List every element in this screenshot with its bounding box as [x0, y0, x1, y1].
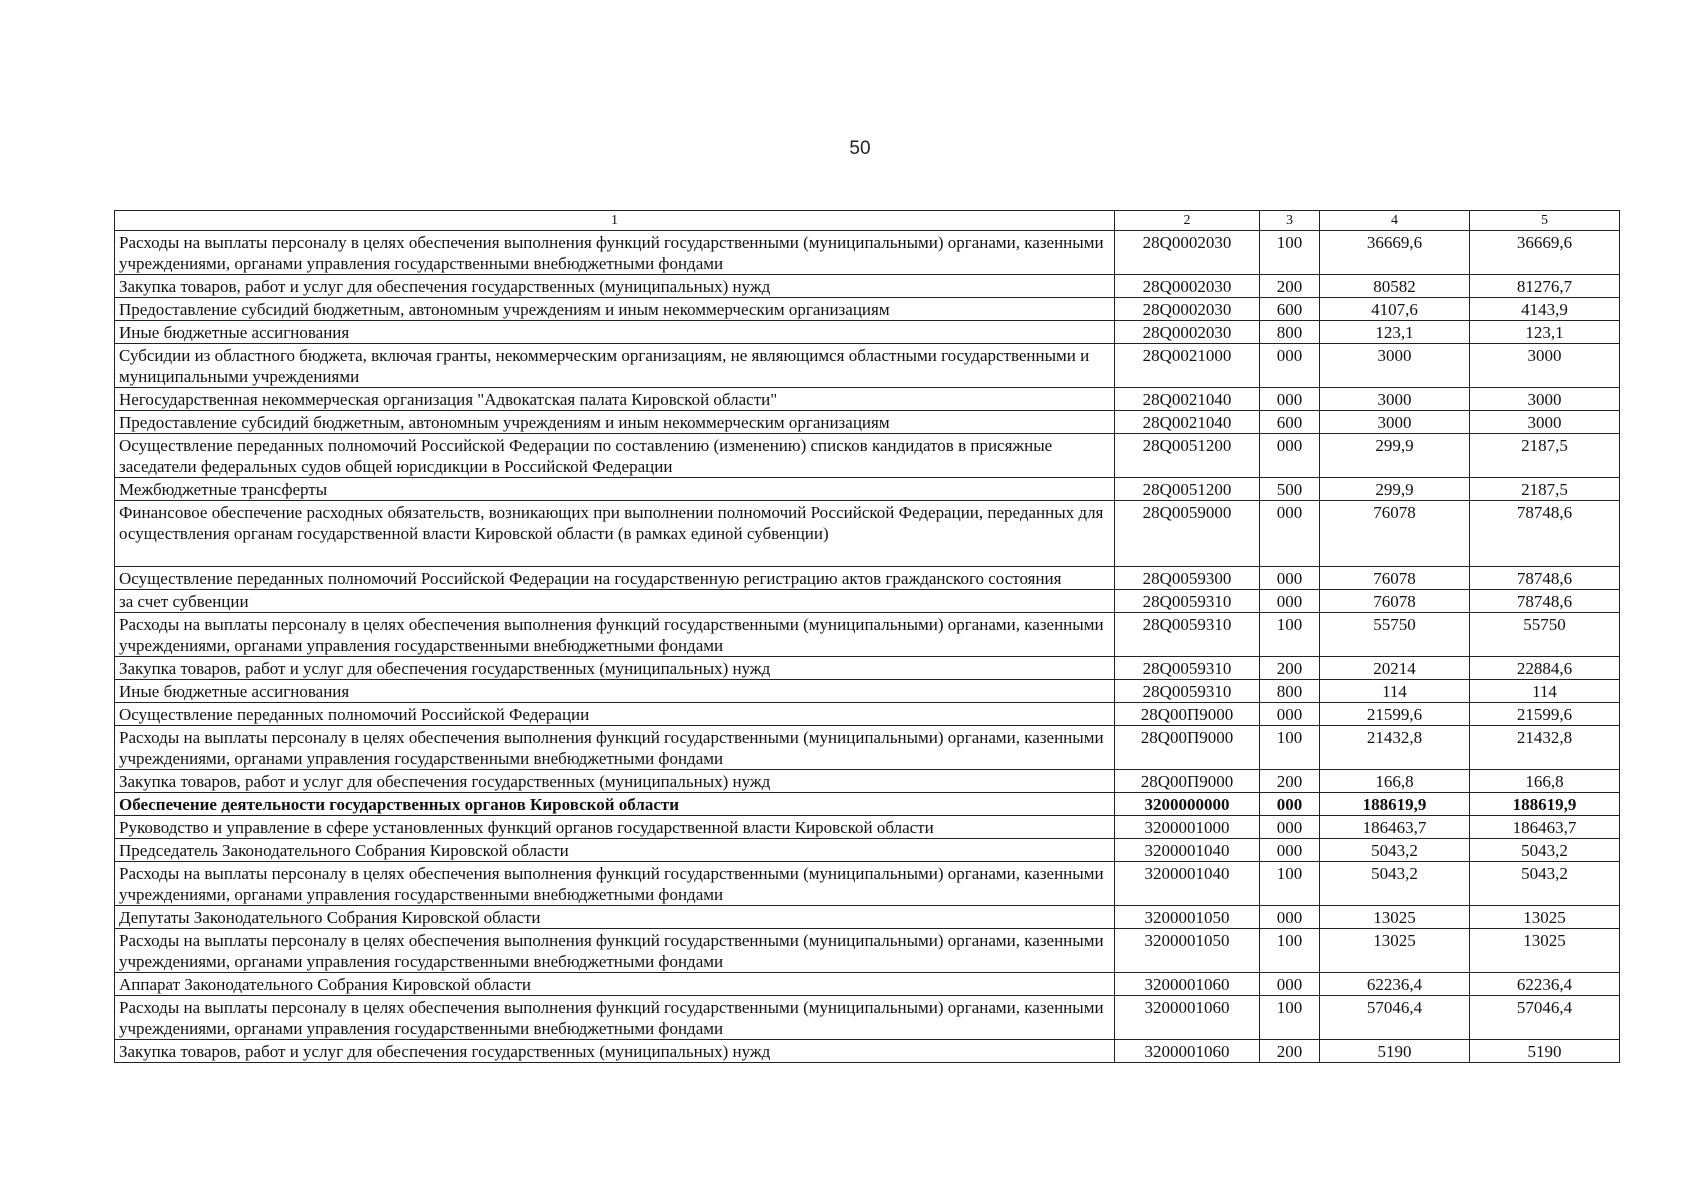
row-expense-type: 100 [1260, 929, 1320, 973]
row-expense-type: 800 [1260, 680, 1320, 703]
table-row [115, 703, 1620, 726]
row-expense-type: 000 [1260, 590, 1320, 613]
row-target-code: 3200001040 [1115, 839, 1260, 862]
row-amount-col4: 5043,2 [1320, 862, 1470, 906]
row-amount-col4: 76078 [1320, 567, 1470, 590]
table-row [115, 590, 1620, 613]
row-amount-col5: 21432,8 [1470, 726, 1620, 770]
row-expense-type: 000 [1260, 973, 1320, 996]
row-expense-type: 000 [1260, 793, 1320, 816]
row-target-code: 28Q0002030 [1115, 275, 1260, 298]
row-amount-col5: 114 [1470, 680, 1620, 703]
row-amount-col5: 166,8 [1470, 770, 1620, 793]
table-row [115, 275, 1620, 298]
table-row [115, 344, 1620, 388]
row-expense-type: 600 [1260, 298, 1320, 321]
row-description: за счет субвенции [115, 590, 1115, 613]
header-col-2: 2 [1115, 211, 1260, 231]
table-row [115, 388, 1620, 411]
row-amount-col4: 4107,6 [1320, 298, 1470, 321]
table-row [115, 501, 1620, 545]
row-description: Закупка товаров, работ и услуг для обеспечения государственных (муниципальных) нужд [115, 275, 1115, 298]
row-amount-col5: 22884,6 [1470, 657, 1620, 680]
header-col-1: 1 [115, 211, 1115, 231]
row-description: Обеспечение деятельности государственных органов Кировской области [115, 793, 1115, 816]
row-amount-col5: 5043,2 [1470, 862, 1620, 906]
row-spacer [115, 544, 1620, 567]
row-target-code: 3200001040 [1115, 862, 1260, 906]
row-expense-type: 100 [1260, 231, 1320, 275]
table-row [115, 726, 1620, 770]
row-description: Закупка товаров, работ и услуг для обеспечения государственных (муниципальных) нужд [115, 1040, 1115, 1063]
row-target-code: 3200001060 [1115, 1040, 1260, 1063]
row-target-code: 28Q0021040 [1115, 388, 1260, 411]
row-amount-col4: 21599,6 [1320, 703, 1470, 726]
row-amount-col4: 21432,8 [1320, 726, 1470, 770]
table-row [115, 770, 1620, 793]
row-expense-type: 800 [1260, 321, 1320, 344]
table-row [115, 862, 1620, 906]
row-amount-col4: 3000 [1320, 411, 1470, 434]
row-amount-col5: 123,1 [1470, 321, 1620, 344]
table-row [115, 839, 1620, 862]
row-amount-col4: 20214 [1320, 657, 1470, 680]
row-amount-col5: 57046,4 [1470, 996, 1620, 1040]
row-expense-type: 000 [1260, 388, 1320, 411]
row-amount-col5: 78748,6 [1470, 567, 1620, 590]
row-description: Субсидии из областного бюджета, включая гранты, некоммерческим организациям, не являющимся областными государственными и муниципальными учреждениями [115, 344, 1115, 388]
row-description: Председатель Законодательного Собрания Кировской области [115, 839, 1115, 862]
row-expense-type: 000 [1260, 434, 1320, 478]
row-amount-col4: 62236,4 [1320, 973, 1470, 996]
row-target-code: 3200001050 [1115, 906, 1260, 929]
row-expense-type: 100 [1260, 726, 1320, 770]
row-description: Предоставление субсидий бюджетным, автономным учреждениям и иным некоммерческим организациям [115, 298, 1115, 321]
row-amount-col5: 21599,6 [1470, 703, 1620, 726]
row-amount-col5: 13025 [1470, 929, 1620, 973]
table-row [115, 929, 1620, 973]
row-amount-col4: 80582 [1320, 275, 1470, 298]
row-expense-type: 200 [1260, 770, 1320, 793]
row-amount-col5: 55750 [1470, 613, 1620, 657]
table-row [115, 478, 1620, 501]
budget-table [114, 210, 1620, 1063]
row-target-code: 28Q0021000 [1115, 344, 1260, 388]
row-amount-col4: 114 [1320, 680, 1470, 703]
row-description: Расходы на выплаты персоналу в целях обеспечения выполнения функций государственными (муниципальными) органами, казенными учреждениями, органами управления государственными внебюджетными фондами [115, 231, 1115, 275]
header-row [115, 211, 1620, 231]
row-amount-col4: 3000 [1320, 344, 1470, 388]
page-number: 50 [849, 138, 871, 159]
row-amount-col5: 13025 [1470, 906, 1620, 929]
row-expense-type: 500 [1260, 478, 1320, 501]
header-col-5: 5 [1470, 211, 1620, 231]
table-row [115, 567, 1620, 590]
row-target-code: 28Q0021040 [1115, 411, 1260, 434]
row-amount-col4: 5190 [1320, 1040, 1470, 1063]
row-expense-type: 200 [1260, 275, 1320, 298]
row-amount-col5: 2187,5 [1470, 434, 1620, 478]
row-amount-col5: 62236,4 [1470, 973, 1620, 996]
table-row [115, 906, 1620, 929]
table-row [115, 793, 1620, 816]
row-description: Межбюджетные трансферты [115, 478, 1115, 501]
row-description: Иные бюджетные ассигнования [115, 321, 1115, 344]
row-expense-type: 100 [1260, 996, 1320, 1040]
row-amount-col4: 36669,6 [1320, 231, 1470, 275]
row-target-code: 28Q00П9000 [1115, 726, 1260, 770]
row-expense-type: 600 [1260, 411, 1320, 434]
row-amount-col4: 76078 [1320, 590, 1470, 613]
row-amount-col4: 13025 [1320, 906, 1470, 929]
table-row [115, 973, 1620, 996]
table-header [115, 211, 1620, 231]
row-amount-col4: 299,9 [1320, 434, 1470, 478]
row-amount-col4: 13025 [1320, 929, 1470, 973]
row-amount-col4: 188619,9 [1320, 793, 1470, 816]
row-target-code: 28Q0002030 [1115, 298, 1260, 321]
table-row [115, 411, 1620, 434]
table-row [115, 321, 1620, 344]
row-target-code: 28Q0059310 [1115, 657, 1260, 680]
row-target-code: 28Q0051200 [1115, 478, 1260, 501]
table-row [115, 1040, 1620, 1063]
row-target-code: 3200000000 [1115, 793, 1260, 816]
row-expense-type: 000 [1260, 703, 1320, 726]
row-expense-type: 200 [1260, 657, 1320, 680]
row-description: Осуществление переданных полномочий Российской Федерации по составлению (изменению) списков кандидатов в присяжные заседатели федеральных судов общей юрисдикции в Российской Федерации [115, 434, 1115, 478]
row-target-code: 3200001000 [1115, 816, 1260, 839]
row-amount-col4: 55750 [1320, 613, 1470, 657]
row-description: Закупка товаров, работ и услуг для обеспечения государственных (муниципальных) нужд [115, 657, 1115, 680]
table-row [115, 996, 1620, 1040]
row-amount-col5: 3000 [1470, 411, 1620, 434]
row-target-code: 28Q0002030 [1115, 321, 1260, 344]
row-target-code: 3200001050 [1115, 929, 1260, 973]
row-amount-col4: 76078 [1320, 501, 1470, 545]
row-amount-col4: 166,8 [1320, 770, 1470, 793]
row-amount-col4: 299,9 [1320, 478, 1470, 501]
row-description: Негосударственная некоммерческая организация "Адвокатская палата Кировской области" [115, 388, 1115, 411]
row-description: Аппарат Законодательного Собрания Кировской области [115, 973, 1115, 996]
row-amount-col5: 78748,6 [1470, 590, 1620, 613]
header-col-3: 3 [1260, 211, 1320, 231]
row-description: Расходы на выплаты персоналу в целях обеспечения выполнения функций государственными (муниципальными) органами, казенными учреждениями, органами управления государственными внебюджетными фондами [115, 929, 1115, 973]
row-target-code: 28Q0059300 [1115, 567, 1260, 590]
row-description: Осуществление переданных полномочий Российской Федерации на государственную регистрацию актов гражданского состояния [115, 567, 1115, 590]
row-target-code: 3200001060 [1115, 996, 1260, 1040]
row-expense-type: 000 [1260, 816, 1320, 839]
row-description: Расходы на выплаты персоналу в целях обеспечения выполнения функций государственными (муниципальными) органами, казенными учреждениями, органами управления государственными внебюджетными фондами [115, 862, 1115, 906]
row-expense-type: 000 [1260, 839, 1320, 862]
row-target-code: 28Q0051200 [1115, 434, 1260, 478]
row-expense-type: 100 [1260, 613, 1320, 657]
row-description: Финансовое обеспечение расходных обязательств, возникающих при выполнении полномочий Российской Федерации, переданных для осуществления органам государственной власти Кировской области (в рамках единой субвенции) [115, 501, 1115, 545]
row-description: Расходы на выплаты персоналу в целях обеспечения выполнения функций государственными (муниципальными) органами, казенными учреждениями, органами управления государственными внебюджетными фондами [115, 613, 1115, 657]
row-amount-col4: 5043,2 [1320, 839, 1470, 862]
row-description: Руководство и управление в сфере установленных функций органов государственной власти Кировской области [115, 816, 1115, 839]
row-expense-type: 000 [1260, 501, 1320, 545]
table-row [115, 231, 1620, 275]
table-row [115, 657, 1620, 680]
row-target-code: 28Q0002030 [1115, 231, 1260, 275]
row-expense-type: 000 [1260, 906, 1320, 929]
row-target-code: 28Q00П9000 [1115, 770, 1260, 793]
row-amount-col5: 186463,7 [1470, 816, 1620, 839]
row-target-code: 28Q0059310 [1115, 613, 1260, 657]
row-target-code: 3200001060 [1115, 973, 1260, 996]
row-amount-col4: 57046,4 [1320, 996, 1470, 1040]
row-amount-col4: 186463,7 [1320, 816, 1470, 839]
row-amount-col5: 36669,6 [1470, 231, 1620, 275]
row-amount-col5: 2187,5 [1470, 478, 1620, 501]
row-amount-col5: 5043,2 [1470, 839, 1620, 862]
row-target-code: 28Q00П9000 [1115, 703, 1260, 726]
row-amount-col4: 3000 [1320, 388, 1470, 411]
table-row [115, 613, 1620, 657]
row-target-code: 28Q0059310 [1115, 680, 1260, 703]
row-amount-col5: 3000 [1470, 388, 1620, 411]
table-row [115, 680, 1620, 703]
header-col-4: 4 [1320, 211, 1470, 231]
row-amount-col5: 3000 [1470, 344, 1620, 388]
row-description: Предоставление субсидий бюджетным, автономным учреждениям и иным некоммерческим организациям [115, 411, 1115, 434]
row-amount-col5: 81276,7 [1470, 275, 1620, 298]
row-expense-type: 100 [1260, 862, 1320, 906]
table-row [115, 434, 1620, 478]
table-row [115, 298, 1620, 321]
row-amount-col5: 5190 [1470, 1040, 1620, 1063]
row-target-code: 28Q0059000 [1115, 501, 1260, 545]
row-amount-col4: 123,1 [1320, 321, 1470, 344]
row-description: Иные бюджетные ассигнования [115, 680, 1115, 703]
row-expense-type: 000 [1260, 344, 1320, 388]
row-description: Закупка товаров, работ и услуг для обеспечения государственных (муниципальных) нужд [115, 770, 1115, 793]
row-description: Расходы на выплаты персоналу в целях обеспечения выполнения функций государственными (муниципальными) органами, казенными учреждениями, органами управления государственными внебюджетными фондами [115, 726, 1115, 770]
row-expense-type: 000 [1260, 567, 1320, 590]
row-description: Депутаты Законодательного Собрания Кировской области [115, 906, 1115, 929]
row-expense-type: 200 [1260, 1040, 1320, 1063]
row-description: Осуществление переданных полномочий Российской Федерации [115, 703, 1115, 726]
table-body [115, 231, 1620, 1063]
row-description: Расходы на выплаты персоналу в целях обеспечения выполнения функций государственными (муниципальными) органами, казенными учреждениями, органами управления государственными внебюджетными фондами [115, 996, 1115, 1040]
row-amount-col5: 78748,6 [1470, 501, 1620, 545]
row-amount-col5: 188619,9 [1470, 793, 1620, 816]
table-row [115, 816, 1620, 839]
row-target-code: 28Q0059310 [1115, 590, 1260, 613]
row-amount-col5: 4143,9 [1470, 298, 1620, 321]
